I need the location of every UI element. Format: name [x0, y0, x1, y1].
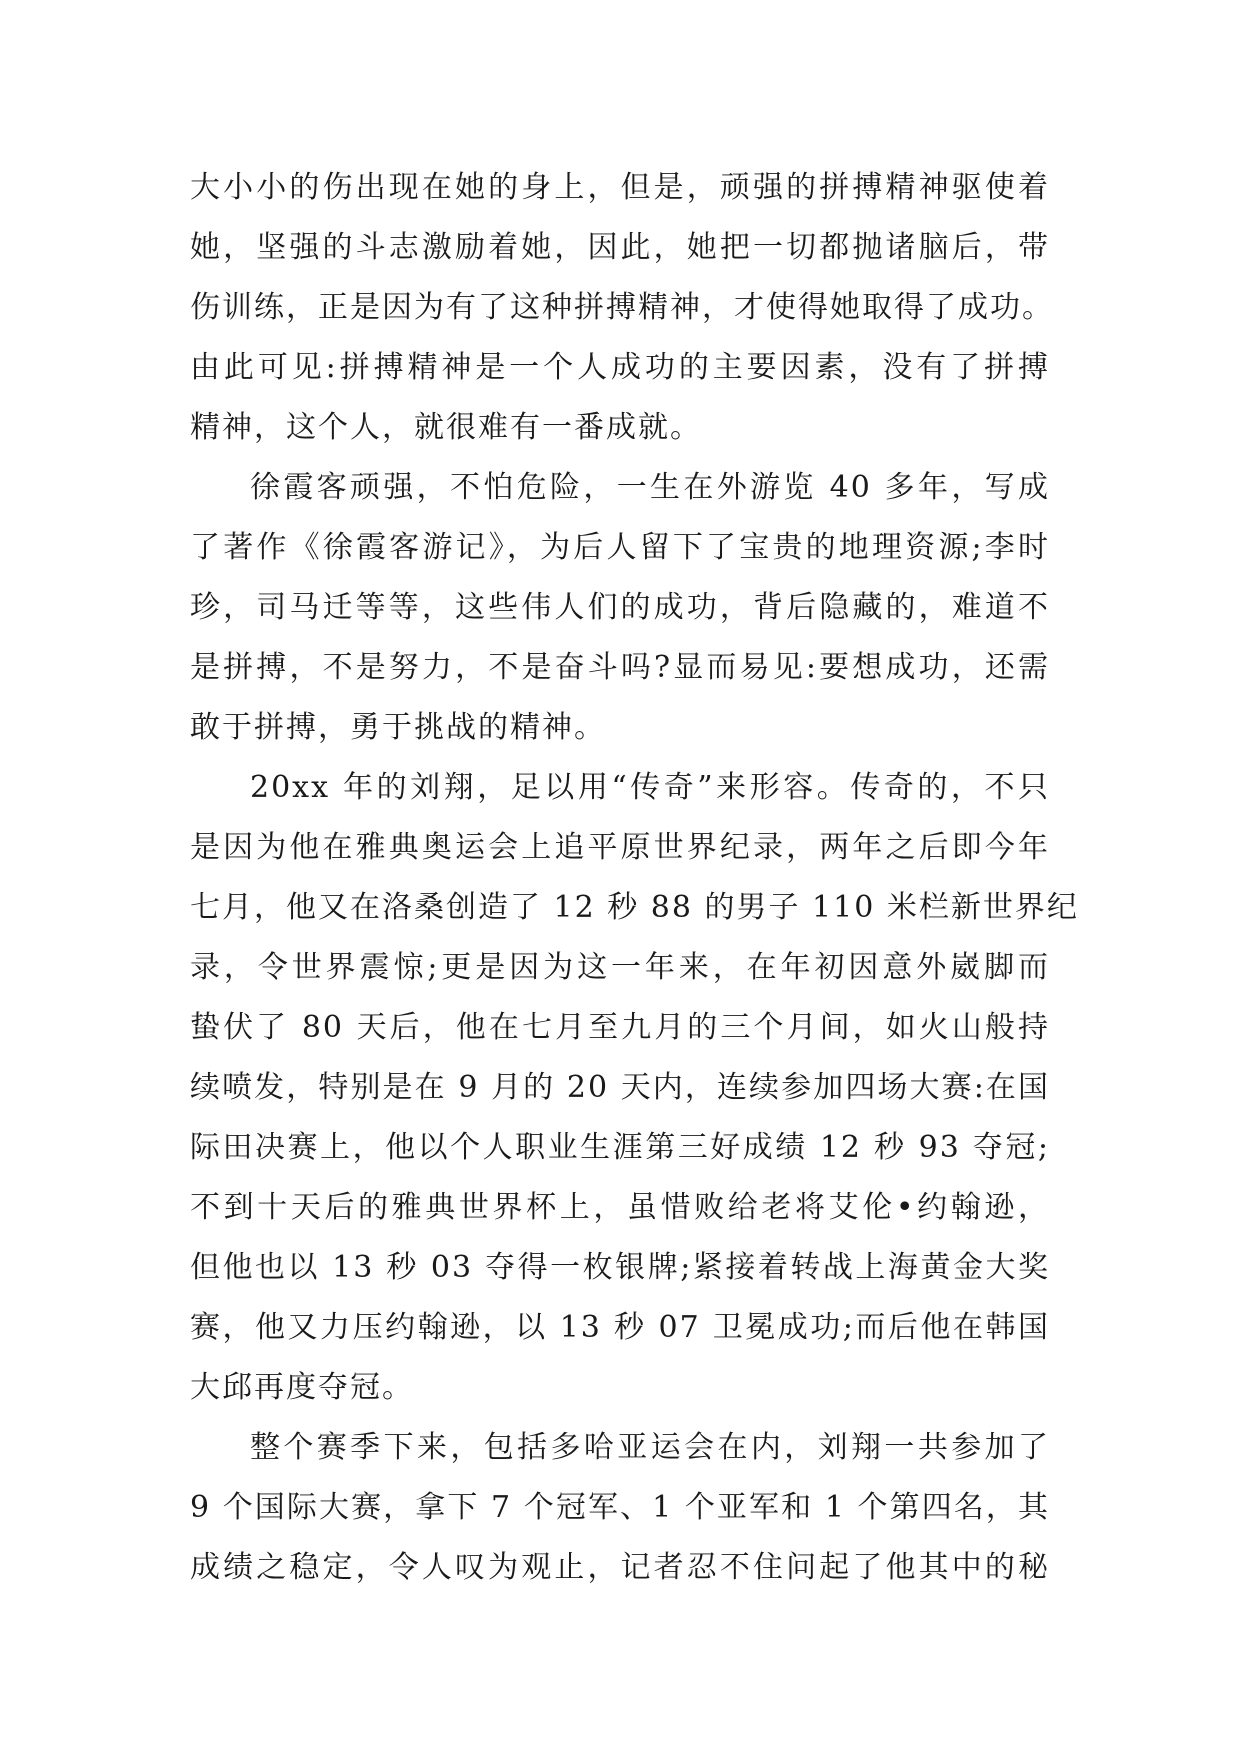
text-line: 徐霞客顽强，不怕危险，一生在外游览 40 多年，写成 [250, 470, 1050, 505]
text-line: 伤训练，正是因为有了这种拼搏精神，才使得她取得了成功。 [190, 290, 1054, 325]
text-line: 20xx 年的刘翔，足以用“传奇”来形容。传奇的，不只 [250, 770, 1050, 805]
text-line: 蛰伏了 80 天后，他在七月至九月的三个月间，如火山般持 [190, 1010, 1050, 1045]
text-line: 际田决赛上，他以个人职业生涯第三好成绩 12 秒 93 夺冠; [190, 1130, 1050, 1165]
body-text [190, 158, 1079, 1598]
text-line: 但他也以 13 秒 03 夺得一枚银牌;紧接着转战上海黄金大奖 [190, 1250, 1050, 1285]
text-line: 珍，司马迁等等，这些伟人们的成功，背后隐藏的，难道不 [190, 590, 1050, 625]
text-line: 赛，他又力压约翰逊，以 13 秒 07 卫冕成功;而后他在韩国 [190, 1310, 1050, 1345]
text-line: 9 个国际大赛，拿下 7 个冠军、1 个亚军和 1 个第四名，其 [190, 1490, 1050, 1525]
text-line: 七月，他又在洛桑创造了 12 秒 88 的男子 110 米栏新世界纪 [190, 890, 1079, 925]
text-line: 大邱再度夺冠。 [190, 1370, 414, 1405]
text-line: 是因为他在雅典奥运会上追平原世界纪录，两年之后即今年 [190, 830, 1050, 865]
text-line: 是拼搏，不是努力，不是奋斗吗?显而易见:要想成功，还需 [190, 650, 1050, 685]
text-line: 敢于拼搏，勇于挑战的精神。 [190, 710, 606, 745]
text-line: 成绩之稳定，令人叹为观止，记者忍不住问起了他其中的秘 [190, 1550, 1050, 1585]
text-line: 整个赛季下来，包括多哈亚运会在内，刘翔一共参加了 [250, 1430, 1050, 1465]
text-line: 她，坚强的斗志激励着她，因此，她把一切都抛诸脑后，带 [190, 230, 1050, 265]
text-line: 不到十天后的雅典世界杯上，虽惜败给老将艾伦•约翰逊， [190, 1190, 1050, 1225]
text-line: 由此可见:拼搏精神是一个人成功的主要因素，没有了拼搏 [190, 350, 1050, 385]
text-line: 了著作《徐霞客游记》，为后人留下了宝贵的地理资源;李时 [190, 530, 1050, 565]
text-line: 大小小的伤出现在她的身上，但是，顽强的拼搏精神驱使着 [190, 170, 1050, 205]
text-line: 录，令世界震惊;更是因为这一年来，在年初因意外崴脚而 [190, 950, 1050, 985]
text-line: 续喷发，特别是在 9 月的 20 天内，连续参加四场大赛:在国 [190, 1070, 1050, 1105]
text-line: 精神，这个人，就很难有一番成就。 [190, 410, 702, 445]
